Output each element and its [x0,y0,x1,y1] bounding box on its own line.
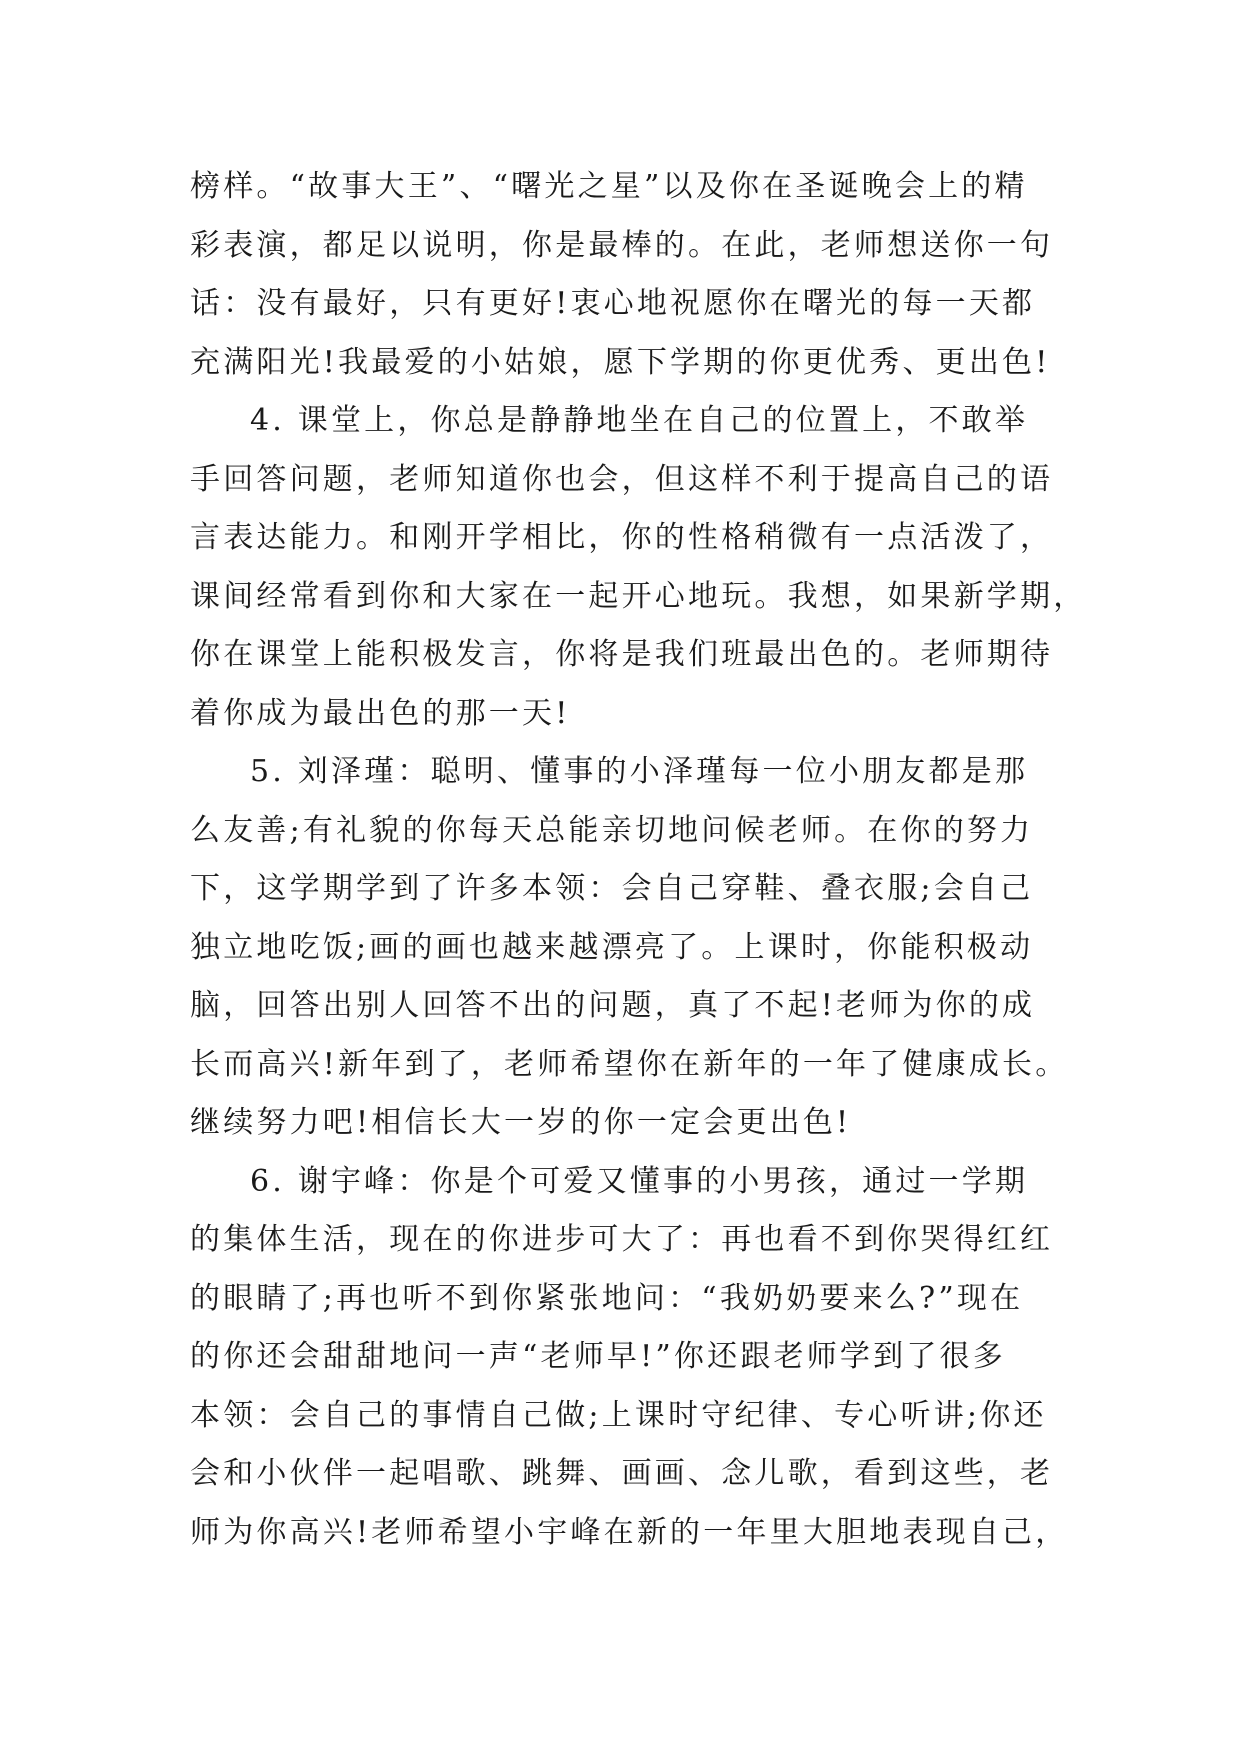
text-line: 独立地吃饭;画的画也越来越漂亮了。上课时，你能积极动 [190,929,1034,965]
text-line: 着你成为最出色的那一天! [190,695,571,731]
text-line: 继续努力吧!相信长大一岁的你一定会更出色! [190,1105,852,1140]
text-line: 下，这学期学到了许多本领：会自己穿鞋、叠衣服;会自己 [190,871,1034,906]
text-line: 的集体生活，现在的你进步可大了：再也看不到你哭得红红 [190,1222,1054,1257]
text-line: 你在课堂上能积极发言，你将是我们班最出色的。老师期待 [190,637,1054,672]
text-line: 彩表演，都足以说明，你是最棒的。在此，老师想送你一句 [190,227,1054,263]
text-line: 的你还会甜甜地问一声“老师早!”你还跟老师学到了很多 [190,1339,1006,1374]
document-body [190,158,1087,1562]
paragraph-6-first-line: 6. 谢宇峰：你是个可爱又懂事的小男孩，通过一学期 [250,1163,1029,1199]
text-line: 脑，回答出别人回答不出的问题，真了不起!老师为你的成 [190,988,1036,1023]
text-line: 师为你高兴!老师希望小宇峰在新的一年里大胆地表现自己， [190,1514,1069,1550]
text-line: 话：没有最好，只有更好!衷心地祝愿你在曙光的每一天都 [190,286,1036,321]
paragraph-4-first-line: 4. 课堂上，你总是静静地坐在自己的位置上，不敢举 [250,403,1029,438]
text-line: 本领：会自己的事情自己做;上课时守纪律、专心听讲;你还 [190,1397,1047,1433]
text-line: 会和小伙伴一起唱歌、跳舞、画画、念儿歌，看到这些，老 [190,1456,1054,1491]
text-line: 么友善;有礼貌的你每天总能亲切地问候老师。在你的努力 [190,812,1034,848]
text-line: 充满阳光!我最爱的小姑娘，愿下学期的你更优秀、更出色! [190,344,1051,380]
text-line: 课间经常看到你和大家在一起开心地玩。我想，如果新学期， [190,578,1087,614]
text-line: 的眼睛了;再也听不到你紧张地问：“我奶奶要来么?”现在 [190,1280,1024,1316]
text-line: 言表达能力。和刚开学相比，你的性格稍微有一点活泼了， [190,520,1054,555]
text-line: 手回答问题，老师知道你也会，但这样不利于提高自己的语 [190,461,1054,497]
text-line: 榜样。“故事大王”、“曙光之星”以及你在圣诞晚会上的精 [190,169,1028,204]
paragraph-5-first-line: 5. 刘泽瑾：聪明、懂事的小泽瑾每一位小朋友都是那 [250,754,1029,789]
text-line: 长而高兴!新年到了，老师希望你在新年的一年了健康成长。 [190,1046,1069,1082]
